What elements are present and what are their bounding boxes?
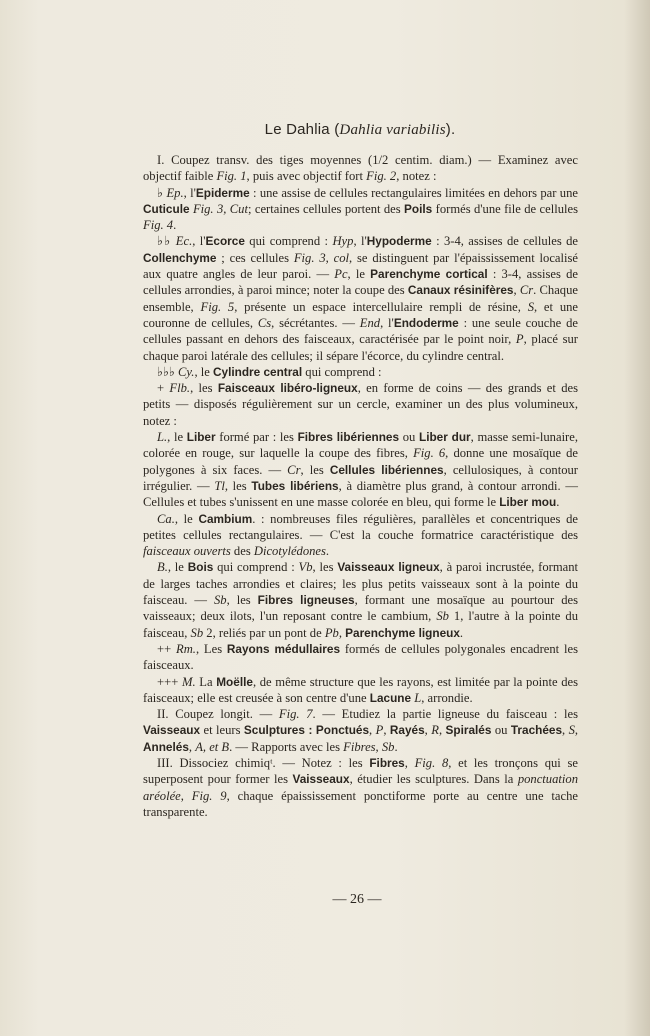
title-main: Le Dahlia xyxy=(264,121,330,138)
text-run: , et les tronçons qui se superposent pour former les xyxy=(143,755,578,787)
bold-term: Vaisseaux xyxy=(143,723,201,738)
text-run: qui comprend : xyxy=(244,234,333,249)
text-run: I. Coupez transv. des tiges moyennes (1/2 centim. diam.) — Examinez avec objectif faible xyxy=(143,153,578,184)
text-run: , présente un espace intercellulaire rempli de résine, xyxy=(234,299,528,314)
bold-term: Vaisseaux xyxy=(292,772,350,787)
bold-term: Cellules libériennes xyxy=(329,462,444,477)
italic-ref: Tl xyxy=(214,478,225,493)
text-run: : une assise de cellules rectangulaires limitées en dehors par une xyxy=(249,185,578,200)
text-run: , arrondie. xyxy=(421,690,473,705)
text-run: ♭♭♭ xyxy=(157,364,178,379)
text-run: , et une couronne de cellules, xyxy=(143,299,578,330)
text-run: , masse semi-lunaire, colorée en rouge, sur laquelle la coupe des fibres, xyxy=(143,430,578,461)
paragraph xyxy=(143,152,578,185)
text-run: , les xyxy=(224,478,252,493)
text-run: : 3-4, assises de cellules de xyxy=(431,234,579,249)
bold-term: Cylindre central xyxy=(212,364,303,379)
bold-term: Endoderme xyxy=(393,315,459,330)
italic-ref: Dicotylédones xyxy=(253,544,326,559)
bold-term: Epiderme xyxy=(195,185,250,200)
italic-ref: Fibres, Sb xyxy=(343,739,395,754)
italic-ref: Fig. 3, Cut xyxy=(192,201,248,216)
page-title: Le Dahlia (Dahlia variabilis). xyxy=(264,121,456,138)
text-run: , étudier les sculptures. Dans la xyxy=(349,772,518,787)
text-run: , formant une mosaïque au pourtour des vaisseaux; deux ilots, l'un reposant contre le cambium, xyxy=(143,593,579,624)
italic-ref: Ep. xyxy=(166,185,184,200)
italic-ref: Fig. 4 xyxy=(143,218,174,233)
text-run: , l' xyxy=(192,234,206,249)
text-run: , puis avec objectif fort xyxy=(246,169,367,184)
italic-ref: Fig. 6 xyxy=(413,446,446,461)
text-run: ou xyxy=(491,723,511,738)
italic-ref: Cr xyxy=(287,462,301,477)
italic-ref: Ca. xyxy=(157,511,175,526)
bold-term: Faisceaux libéro-ligneux xyxy=(217,381,358,396)
italic-ref: Pb xyxy=(324,625,339,640)
text-run: . xyxy=(325,544,330,559)
text-run: , xyxy=(180,788,192,803)
bold-term: Poils xyxy=(404,201,433,216)
text-run: , Les xyxy=(195,641,227,656)
text-run: ; certaines cellules portent des xyxy=(247,201,405,216)
text-run: : une seule couche de cellules passant en dehors des faisceaux, caractérisée par le point noir, xyxy=(143,315,578,347)
text-run: qui comprend : xyxy=(302,364,382,379)
paragraph xyxy=(143,706,578,755)
italic-ref: Fig. 2 xyxy=(366,169,397,184)
text-run: , xyxy=(438,723,446,738)
italic-ref: L. xyxy=(157,430,168,445)
text-run: des xyxy=(230,544,254,559)
text-run: , le xyxy=(174,511,199,526)
italic-ref: Cr xyxy=(519,283,534,298)
italic-ref: R xyxy=(431,723,439,738)
bold-term: Bois xyxy=(187,560,214,575)
italic-ref: Fig. 1 xyxy=(216,169,247,184)
bold-term: Tubes libériens xyxy=(251,478,339,493)
text-run: , xyxy=(188,739,196,754)
paragraph xyxy=(143,559,578,640)
bold-term: Canaux résinifères xyxy=(407,283,514,298)
text-run: , en forme de coins — des grands et des petits — disposés régulièrement sur un cercle, examiner un des plus volumineux, notez : xyxy=(143,381,578,428)
text-run: , les xyxy=(190,381,218,396)
italic-ref: Pc xyxy=(334,267,348,282)
italic-ref: Fig. 3, col xyxy=(293,250,350,265)
text-run: , xyxy=(369,723,376,738)
text-run: , xyxy=(562,723,569,738)
text-run: , xyxy=(424,723,432,738)
text-run: . xyxy=(173,218,177,233)
italic-ref: L xyxy=(414,690,422,705)
text-run: , se distinguent par l'épaississement localisé aux quatre angles de leur paroi. — xyxy=(143,250,579,282)
text-run: , de même structure que les rayons, est limitée par la pointe des faisceaux; elle est creusée à son centre d'une xyxy=(143,674,578,705)
bold-term: Lacune xyxy=(369,690,412,705)
text-run: . xyxy=(556,495,560,510)
text-run: La xyxy=(195,674,217,689)
italic-ref: P xyxy=(515,332,524,347)
paragraph xyxy=(143,755,578,820)
bold-term: Ecorce xyxy=(205,234,245,249)
text-run: 2, reliés par un pont de xyxy=(203,625,325,640)
text-run: , sécrétantes. — xyxy=(271,315,360,330)
text-run: , l' xyxy=(183,185,196,200)
bold-term: Sculptures : Ponctués xyxy=(243,723,370,738)
italic-ref: A, et B xyxy=(195,739,230,754)
bold-term: Cambium xyxy=(198,511,253,526)
italic-ref: Fig. 5 xyxy=(200,299,235,314)
bold-term: Liber mou xyxy=(499,495,557,510)
italic-ref: Cs xyxy=(257,315,272,330)
italic-ref: Hyp xyxy=(332,234,354,249)
text-run: , le xyxy=(194,364,213,379)
text-run: et leurs xyxy=(200,723,244,738)
text-run: , chaque épaississement ponctiforme porte au centre une tache transparente. xyxy=(143,788,578,819)
paragraph xyxy=(143,511,578,560)
text-run: qui comprend : xyxy=(213,560,299,575)
italic-ref: Sb xyxy=(190,625,204,640)
bold-term: Parenchyme ligneux xyxy=(345,625,460,640)
text-run: , le xyxy=(167,430,187,445)
text-run: ++ xyxy=(157,641,177,656)
text-run: ; ces cellules xyxy=(216,250,294,265)
paragraph xyxy=(143,233,578,363)
bold-term: Hypoderme xyxy=(366,234,432,249)
text-run: III. Dissociez chimiqᵗ. — Notez : les xyxy=(157,755,370,770)
italic-ref: Fig. 7 xyxy=(278,707,313,722)
italic-ref: Cy. xyxy=(177,364,195,379)
italic-ref: Sb xyxy=(213,593,227,608)
italic-ref: ponctuation aréolée xyxy=(143,772,578,803)
italic-ref: P xyxy=(375,723,384,738)
italic-ref: Ec. xyxy=(175,234,193,249)
paragraph xyxy=(143,185,578,234)
bold-term: Liber xyxy=(186,430,216,445)
text-run: , l' xyxy=(380,315,394,330)
text-run: , le xyxy=(167,560,188,575)
text-run: . — Rapports avec les xyxy=(229,739,344,754)
text-run: + xyxy=(157,381,170,396)
text-run: . xyxy=(394,739,398,754)
bold-term: Parenchyme cortical xyxy=(370,267,488,282)
text-run: , xyxy=(574,723,579,738)
text-run: , placé sur chaque paroi latérale des cellules; il sépare l'écorce, du cylindre central. xyxy=(143,332,578,363)
text-run: , le xyxy=(347,267,371,282)
text-run: , notez : xyxy=(396,169,437,184)
italic-ref: M. xyxy=(181,674,196,689)
bold-term: Trachées xyxy=(510,723,563,738)
text-run: ♭ xyxy=(157,185,167,200)
text-run: , donne une mosaïque de polygones à six faces. — xyxy=(143,446,578,477)
text-run: +++ xyxy=(157,674,182,689)
body-text xyxy=(143,152,578,820)
text-run: , xyxy=(404,755,415,770)
italic-ref: S xyxy=(568,723,575,738)
paragraph xyxy=(143,380,578,429)
text-run: , les xyxy=(226,593,258,608)
text-run: ♭♭ xyxy=(157,234,176,249)
text-run: . Chaque ensemble, xyxy=(143,283,578,314)
page-number: — 26 — xyxy=(332,892,382,907)
text-run: , xyxy=(383,723,390,738)
text-run: . xyxy=(459,625,464,640)
italic-ref: Rm. xyxy=(176,641,196,656)
bold-term: Rayons médullaires xyxy=(226,641,341,656)
bold-term: Fibres xyxy=(369,755,405,770)
text-run: . : nombreuses files régulières, parallèles et concentriques de petites cellules rectangulaires. — C'est la couche formatrice caractéristique des xyxy=(143,511,578,542)
italic-ref: Fig. 9 xyxy=(191,788,227,803)
text-run: . — Etudiez la partie ligneuse du faisceau : les xyxy=(312,707,578,722)
italic-ref: B. xyxy=(157,560,168,575)
italic-ref: S xyxy=(527,299,534,314)
text-run: formés d'une file de cellules xyxy=(432,201,578,216)
italic-ref: Fig. 8 xyxy=(414,755,449,770)
bold-term: Liber dur xyxy=(418,430,471,445)
bold-term: Moëlle xyxy=(216,674,253,689)
text-run: II. Coupez longit. — xyxy=(157,707,279,722)
bold-term: Collenchyme xyxy=(143,250,217,265)
bold-term: Spiralés xyxy=(445,723,492,738)
text-run: formé par : les xyxy=(215,430,298,445)
text-run: 1, l'autre à la pointe du faisceau, xyxy=(143,609,578,640)
bold-term: Cuticule xyxy=(143,201,190,216)
text-run: , cellulosiques, à contour irrégulier. — xyxy=(143,462,579,493)
italic-ref: End xyxy=(359,315,381,330)
text-run: , les xyxy=(300,462,330,477)
bold-term: Vaisseaux ligneux xyxy=(337,560,440,575)
italic-ref: faisceaux ouverts xyxy=(143,544,231,559)
paragraph xyxy=(143,674,578,707)
text-run: , xyxy=(513,283,520,298)
bold-term: Annelés xyxy=(143,739,189,754)
text-run: , à diamètre plus grand, à contour arrondi. — Cellules et tubes s'unissent en une masse colorée en bleu, qui forme le xyxy=(143,478,578,510)
text-run: , l' xyxy=(353,234,367,249)
text-run: , à paroi incrustée, formant de larges taches arrondies et claires; les plus petits vaisseaux sont à la pointe du faisceau. — xyxy=(143,560,579,608)
bold-term: Fibres ligneuses xyxy=(257,593,355,608)
paragraph xyxy=(143,364,578,380)
italic-ref: Vb xyxy=(298,560,313,575)
text-run: : 3-4, assises de cellules arrondies, à paroi mince; noter la coupe des xyxy=(143,267,578,298)
text-run: , les xyxy=(312,560,338,575)
paragraph xyxy=(143,429,578,510)
text-run: , xyxy=(338,625,346,640)
italic-ref: Sb xyxy=(436,609,449,624)
paragraph xyxy=(143,641,578,674)
text-run: ou xyxy=(399,430,419,445)
bold-term: Fibres libériennes xyxy=(297,430,400,445)
text-run: formés de cellules polygonales encadrent les faisceaux. xyxy=(143,641,578,673)
title-latin-name: Dahlia variabilis xyxy=(339,122,446,138)
bold-term: Rayés xyxy=(389,723,425,738)
italic-ref: Flb. xyxy=(169,381,191,396)
